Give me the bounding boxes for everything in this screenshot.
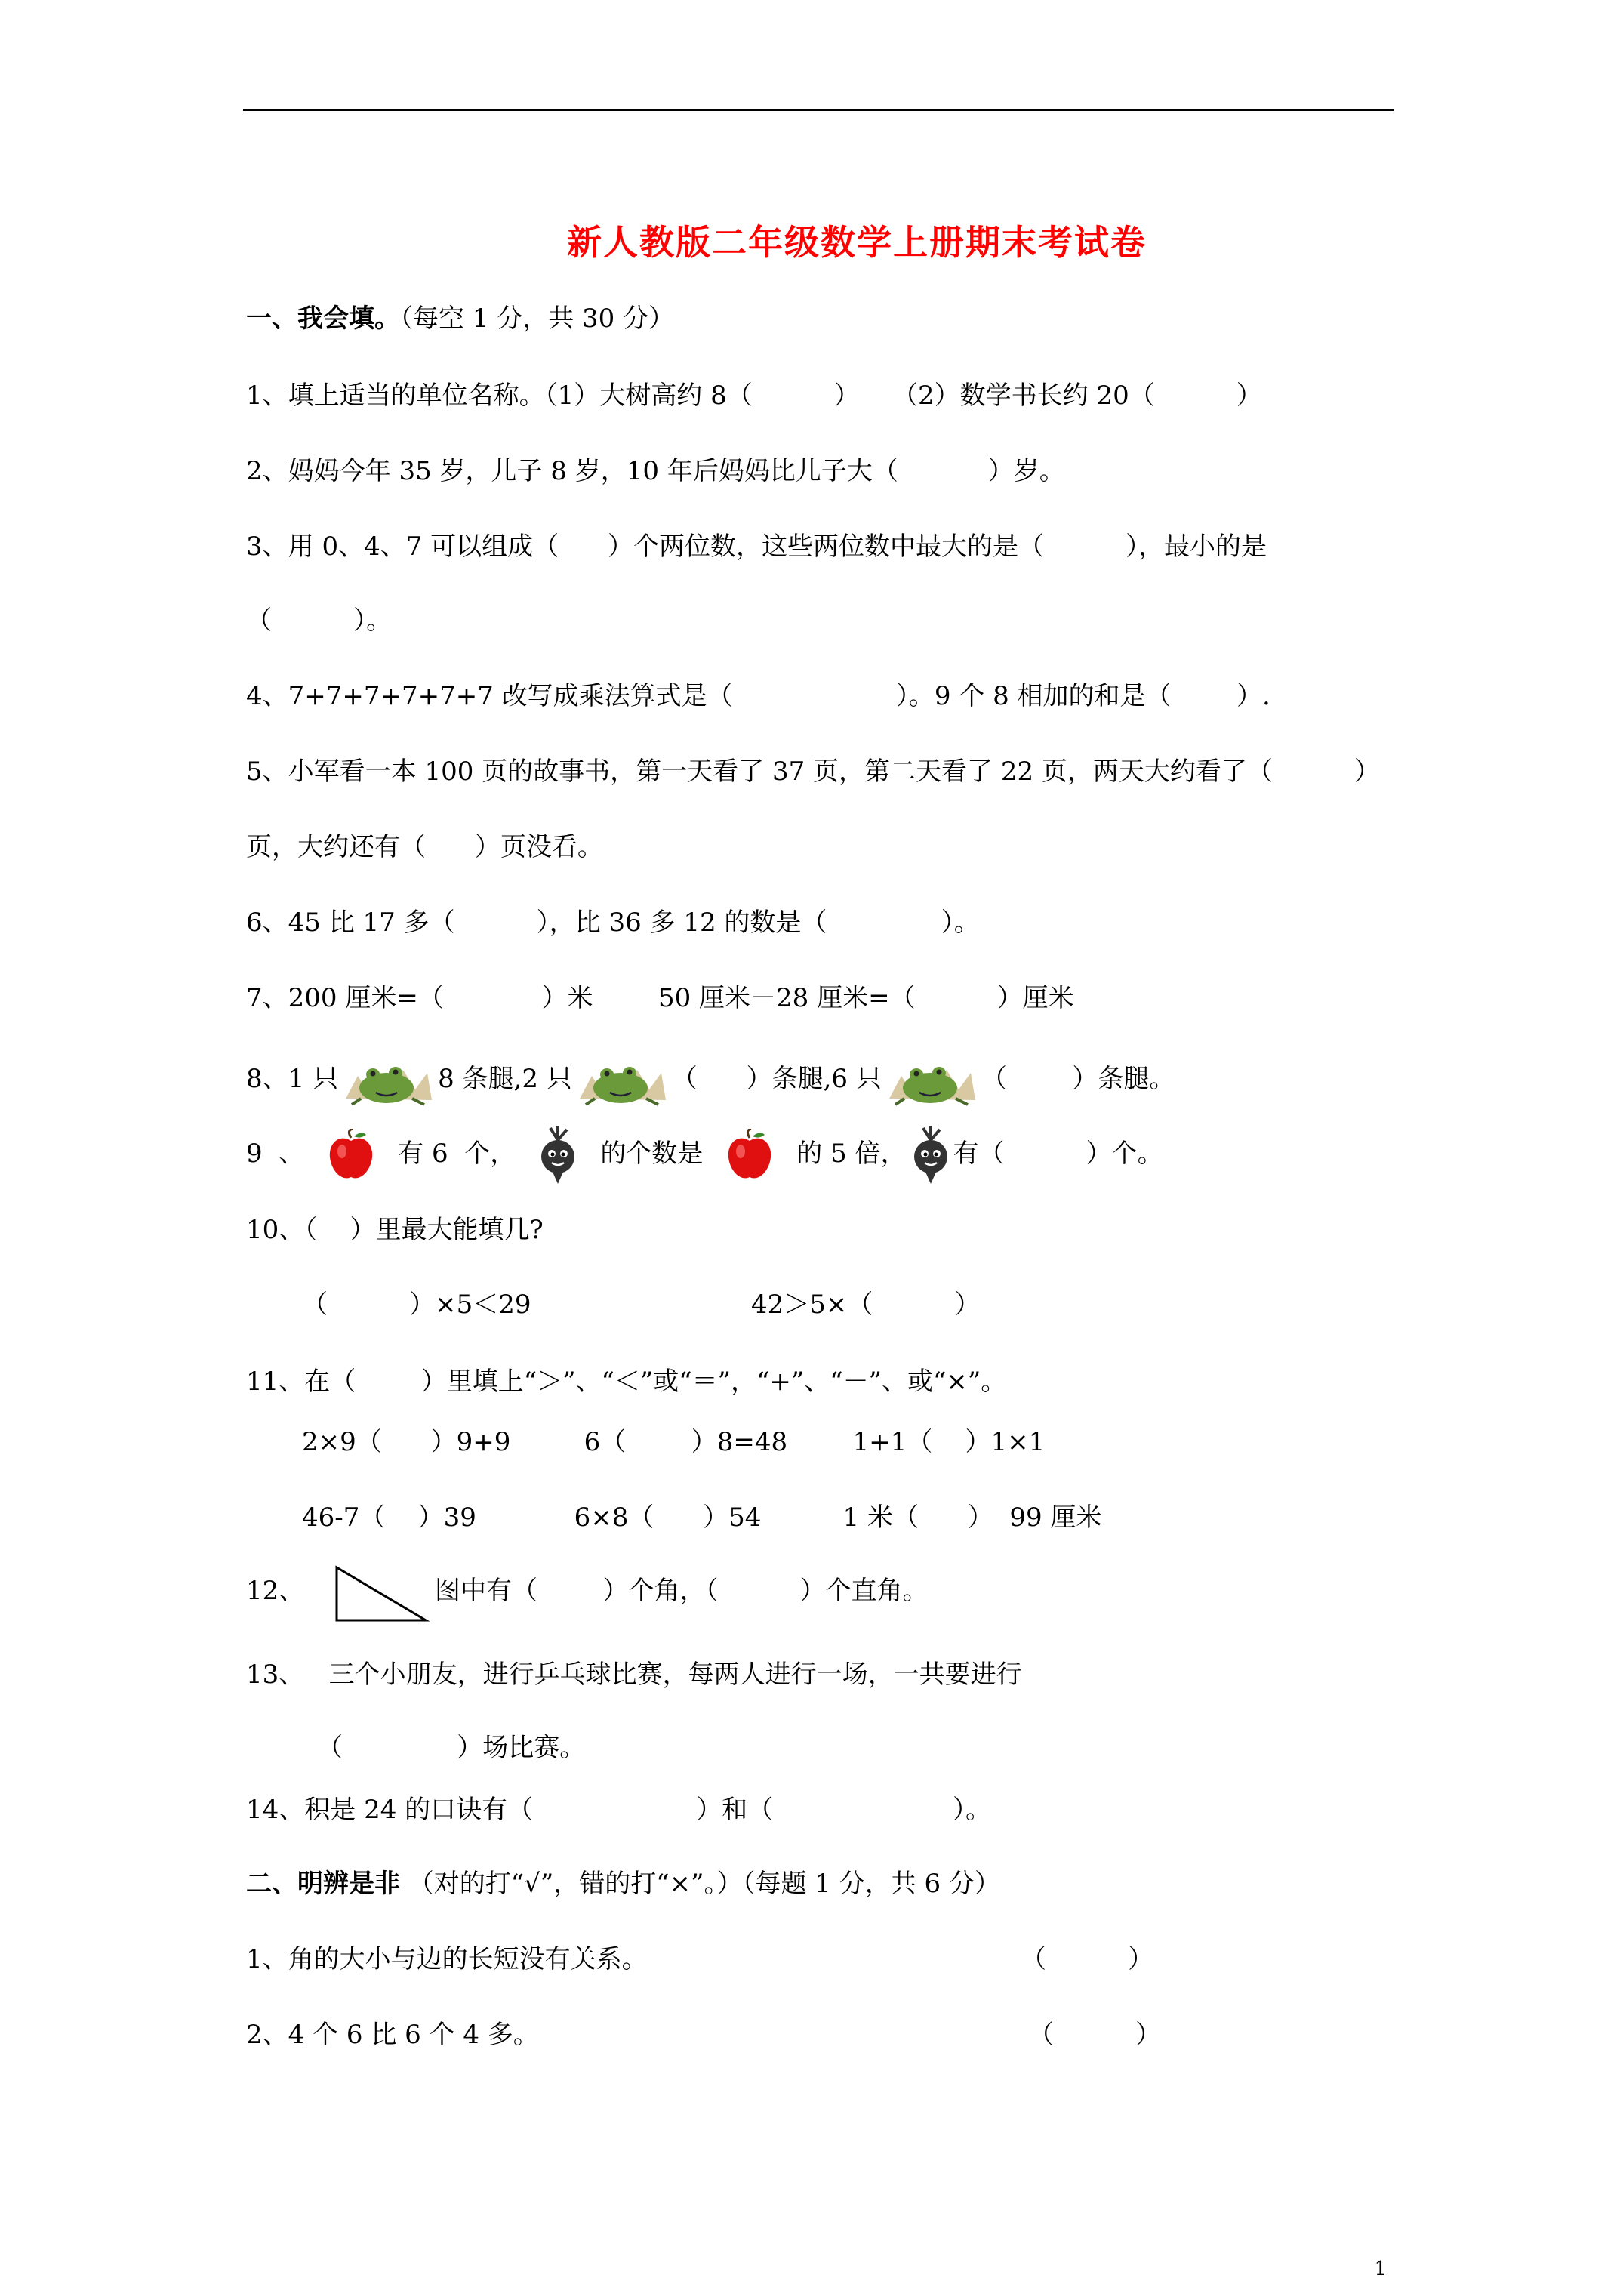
question-1-8 [246,1046,1175,1112]
question-1-11-row1: 2×9（ ）9+9 6（ ）8=48 1+1（ ）1×1 [302,1427,1046,1457]
question-1-3a: 3、用 0、4、7 可以组成（ ）个两位数，这些两位数中最大的是（ ），最小的是 [246,532,1267,562]
frog-icon [343,1053,433,1108]
question-1-9 [246,1122,1163,1185]
q8-part4: （ ）条腿。 [981,1064,1175,1094]
section2-heading: 二、明辨是非 [246,1869,400,1899]
q9-part5: 有（ ）个。 [953,1139,1163,1169]
q8-part1: 8、1 只 [246,1064,339,1094]
question-1-2: 2、妈妈今年 35 岁，儿子 8 岁，10 年后妈妈比儿子大（ ）岁。 [246,456,1065,486]
radish-icon [535,1126,581,1184]
frog-icon [886,1053,977,1108]
question-1-1: 1、填上适当的单位名称。（1）大树高约 8（ ） （2）数学书长约 20（ ） [246,381,1262,411]
question-2-2: 2、4 个 6 比 6 个 4 多。 [246,2020,539,2050]
question-1-3b: （ ）。 [246,606,393,636]
apple-icon [327,1129,375,1182]
section1-heading: 一、我会填。 [246,304,400,334]
question-2-2-answer: （ ） [1028,2020,1162,2050]
apple-icon [725,1129,774,1182]
page-title: 新人教版二年级数学上册期末考试卷 [567,222,1147,263]
question-1-11-row2: 46-7（ ）39 6×8（ ）54 1 米（ ） 99 厘米 [302,1502,1102,1533]
section1-note: （每空 1 分，共 30 分） [400,304,675,334]
right-triangle-figure [332,1563,430,1625]
q8-part2: 8 条腿,2 只 [438,1064,572,1094]
radish-icon [908,1126,953,1184]
q9-part4: 的 5 倍， [796,1139,907,1169]
question-1-5b: 页，大约还有（ ）页没看。 [246,832,603,862]
question-2-1-answer: （ ） [1021,1944,1154,1974]
question-1-4: 4、7+7+7+7+7+7 改写成乘法算式是（ ）。9 个 8 相加的和是（ ）. [246,681,1270,711]
question-1-5a: 5、小军看一本 100 页的故事书，第一天看了 37 页，第二天看了 22 页，两天大约看了（ ） [246,757,1380,787]
question-1-13b: （ ）场比赛。 [317,1733,586,1763]
question-1-10: 10、（ ）里最大能填几? [246,1215,544,1245]
question-1-14: 14、积是 24 的口诀有（ ）和（ ）。 [246,1795,992,1825]
q9-part2: 有 6 个， [398,1139,516,1169]
question-1-6: 6、45 比 17 多（ ），比 36 多 12 的数是（ ）。 [246,908,980,938]
question-1-12-text: 图中有（ ）个角，（ ）个直角。 [435,1576,929,1606]
q9-part3: 的个数是 [600,1139,704,1169]
section1-heading-line [246,302,674,335]
header-rule [243,109,1394,111]
question-1-12-label: 12、 [246,1576,305,1606]
q9-part1: 9 、 [246,1139,305,1169]
question-2-1: 1、角的大小与边的长短没有关系。 [246,1944,648,1974]
question-1-7: 7、200 厘米=（ ）米 50 厘米－28 厘米=（ ）厘米 [246,983,1074,1013]
page-number: 1 [1374,2257,1387,2280]
question-1-10b: 42＞5×（ ） [751,1290,981,1320]
question-1-10a: （ ）×5＜29 [302,1290,531,1320]
frog-icon [577,1053,667,1108]
section2-heading-line [246,1867,1000,1900]
q8-part3: （ ）条腿,6 只 [671,1064,882,1094]
question-1-13a: 13、 三个小朋友，进行乒乓球比赛，每两人进行一场，一共要进行 [246,1660,1022,1690]
question-1-11: 11、在（ ）里填上“＞”、“＜”或“＝”，“+”、“－”、或“×”。 [246,1367,1007,1397]
section2-note: （对的打“√”，错的打“×”。）（每题 1 分，共 6 分） [400,1869,1000,1899]
